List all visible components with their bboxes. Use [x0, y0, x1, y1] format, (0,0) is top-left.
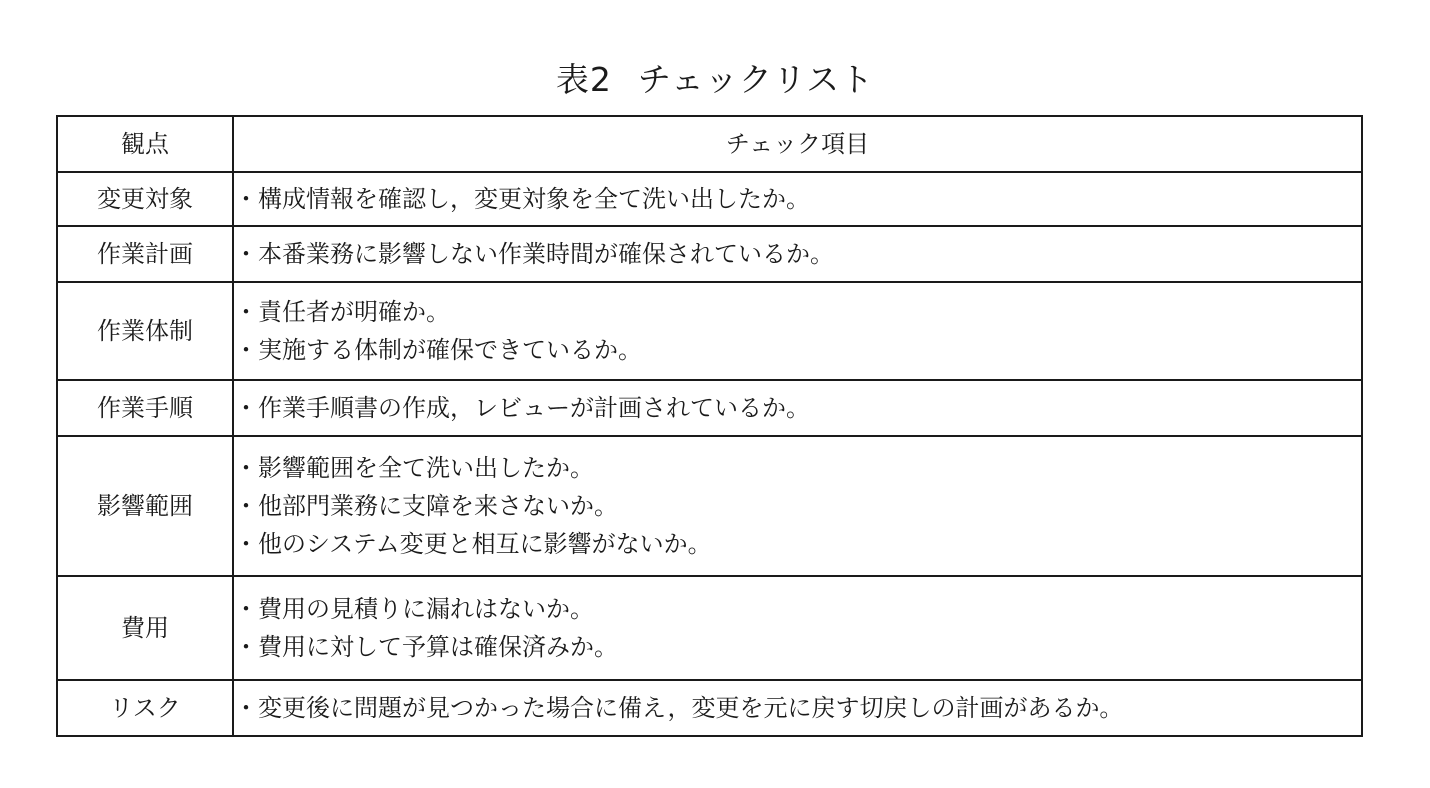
bullet-mark: ・: [234, 530, 258, 558]
check-item-text: 実施する体制が確保できているか。: [258, 336, 642, 364]
viewpoint-cell: リスク: [57, 680, 233, 736]
check-item: [234, 590, 1361, 628]
viewpoint-cell: 作業手順: [57, 380, 233, 436]
viewpoint-cell: 費用: [57, 576, 233, 680]
table-row: [57, 172, 1362, 226]
table-row: [57, 282, 1362, 380]
header-viewpoint: 観点: [57, 116, 233, 172]
bullet-mark: ・: [234, 492, 258, 520]
check-item-text: 他のシステム変更と相互に影響がないか。: [258, 530, 712, 558]
check-items-cell: [233, 226, 1362, 282]
check-items-cell: [233, 436, 1362, 576]
check-item: [234, 235, 1361, 273]
table-row: [57, 436, 1362, 576]
table-row: [57, 380, 1362, 436]
check-items-cell: [233, 380, 1362, 436]
check-item: [234, 331, 1361, 369]
bullet-mark: ・: [234, 298, 258, 326]
check-item: [234, 389, 1361, 427]
check-item: [234, 525, 1361, 563]
bullet-mark: ・: [234, 336, 258, 364]
check-item: [234, 689, 1361, 727]
check-item-text: 費用に対して予算は確保済みか。: [258, 633, 618, 661]
viewpoint-cell: 影響範囲: [57, 436, 233, 576]
table-row: [57, 576, 1362, 680]
check-item-text: 構成情報を確認し，変更対象を全て洗い出したか。: [258, 185, 810, 213]
check-item-text: 影響範囲を全て洗い出したか。: [258, 454, 594, 482]
check-item-text: 変更後に問題が見つかった場合に備え，変更を元に戻す切戻しの計画があるか。: [258, 694, 1124, 722]
bullet-mark: ・: [234, 694, 258, 722]
check-item-text: 他部門業務に支障を来さないか。: [258, 492, 618, 520]
header-row: [57, 116, 1362, 172]
table-caption: [0, 58, 1430, 102]
table-row: [57, 680, 1362, 736]
viewpoint-cell: 作業体制: [57, 282, 233, 380]
bullet-mark: ・: [234, 454, 258, 482]
bullet-mark: ・: [234, 633, 258, 661]
check-item-text: 責任者が明確か。: [258, 298, 450, 326]
viewpoint-cell: 変更対象: [57, 172, 233, 226]
check-item-text: 作業手順書の作成，レビューが計画されているか。: [258, 394, 810, 422]
bullet-mark: ・: [234, 394, 258, 422]
bullet-mark: ・: [234, 240, 258, 268]
check-items-cell: [233, 282, 1362, 380]
viewpoint-cell: 作業計画: [57, 226, 233, 282]
table-title: チェックリスト: [637, 60, 875, 99]
check-item-text: 費用の見積りに漏れはないか。: [258, 595, 594, 623]
check-item: [234, 487, 1361, 525]
check-items-cell: [233, 172, 1362, 226]
check-item: [234, 293, 1361, 331]
check-item: [234, 180, 1361, 218]
check-items-cell: [233, 680, 1362, 736]
check-item: [234, 628, 1361, 666]
header-check-items: チェック項目: [233, 116, 1362, 172]
check-items-cell: [233, 576, 1362, 680]
check-item-text: 本番業務に影響しない作業時間が確保されているか。: [258, 240, 834, 268]
table-row: [57, 226, 1362, 282]
check-item: [234, 449, 1361, 487]
checklist-table: [56, 115, 1363, 737]
table-number: 表2: [555, 60, 612, 99]
bullet-mark: ・: [234, 595, 258, 623]
bullet-mark: ・: [234, 185, 258, 213]
